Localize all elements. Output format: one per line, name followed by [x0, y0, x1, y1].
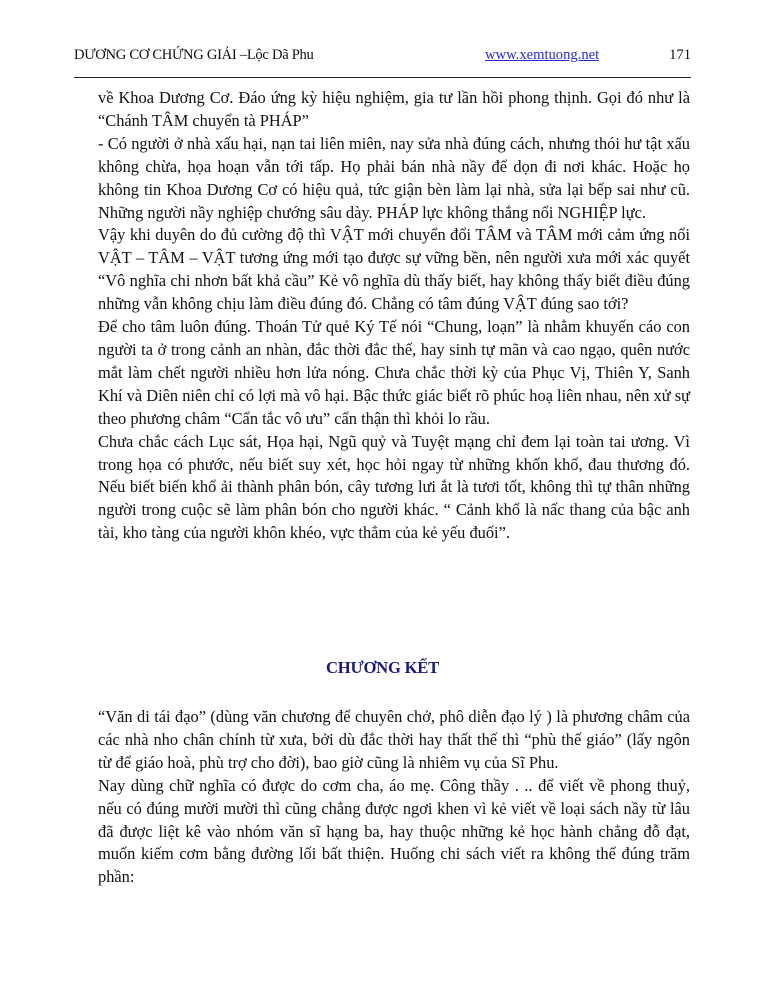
paragraph: Nay dùng chữ nghĩa có được do cơm cha, áo mẹ. Công thầy . .. để viết về phong thuỷ, nếu có đúng mười mười thì cũng chẳng được ngơi khen vì kẻ viết về loại sách nầy từ lâu đã được liệt kê vào nhóm văn sĩ hạng ba, hay thuộc những kẻ học hành chẳng đỗ đạt, muốn kiếm cơm bằng đường lối bất thiện. Huống chi sách viết ra không thể đúng trăm phần:: [98, 775, 690, 887]
paragraph: Chưa chắc cách Lục sát, Họa hại, Ngũ quỷ và Tuyệt mạng chỉ đem lại toàn tai ương. Vì trong họa có phước, nếu biết suy xét, học hỏi ngay từ những khốn khổ, đau thương đó. Nếu biết biến khổ ải thành phân bón, cây tương lưi ắt là tươi tốt, không thì tự thân những người trong cuộc sẽ làm phân bón cho người khác. “ Cảnh khổ là nấc thang của bậc anh tài, kho tàng của người khôn khéo, vực thẳm của kẻ yếu đuối”.: [98, 431, 690, 543]
paragraph: “Văn di tái đạo” (dùng văn chương để chuyên chở, phô diễn đạo lý ) là phương châm của các nhà nho chân chính từ xưa, bởi dù đắc thời hay thất thế thì “phù thế giáo” (lấy ngôn từ để giáo hoà, phù trợ cho đời), bao giờ cũng là nhiêm vụ của Sĩ Phu.: [98, 707, 690, 772]
section-body-1: [98, 87, 690, 545]
paragraph: Để cho tâm luôn đúng. Thoán Tử quẻ Ký Tế nói “Chung, loạn” là nhằm khuyến cáo con người ta ở trong cảnh an nhàn, đắc thời đắc thế, hay sinh tự mãn và cao ngạo, quên nước mắt làm chết người nhiều hơn lửa nóng. Chưa chắc thời kỳ của Phục Vị, Thiên Y, Sanh Khí và Diên niên chỉ có lợi mà vô hại. Bậc thức giác biết rõ phúc hoạ liên nhau, nên xử sự theo phương châm “Cẩn tắc vô ưu” cẩn thận thì khỏi lo rầu.: [98, 317, 690, 428]
paragraph: - Có người ở nhà xấu hại, nạn tai liên miên, nay sửa nhà đúng cách, nhưng thói hư tật xấu không chừa, họa hoạn vẫn tới tấp. Họ phải bán nhà nầy để dọn đi nơi khác. Hoặc họ không tin Khoa Dương Cơ có hiệu quả, tức giận bèn làm lại nhà, sửa lại bếp sai như cũ. Những người nầy nghiệp chướng sâu dày. PHÁP lực không thắng nổi NGHIỆP lực.: [98, 133, 690, 222]
section-body-2: [98, 706, 690, 889]
paragraph: Vậy khi duyên do đủ cường độ thì VẬT mới chuyển đổi TÂM và TÂM mới cảm ứng nổi VẬT – TÂM – VẬT tương ứng mới tạo được sự vững bền, nên người xưa mới xác quyết “Vô nghĩa chi nhơn bất khả cầu” Kẻ vô nghĩa dù thấy biết, hay không thấy biết điều đúng những vẫn không chịu làm điều đúng đó. Chẳng có tâm đúng VẬT đúng sao tới?: [98, 225, 690, 314]
page-header: [74, 47, 694, 69]
chapter-heading: CHƯƠNG KẾT: [325, 658, 440, 677]
paragraph: về Khoa Dương Cơ. Đáo ứng kỳ hiệu nghiệm, gia tư lần hồi phong thịnh. Gọi đó như là “Chánh TÂM chuyển tà PHÁP”: [98, 88, 690, 130]
page-number: 171: [669, 47, 691, 63]
header-rule: [74, 77, 691, 78]
book-title: DƯƠNG CƠ CHỨNG GIẢI –Lộc Dã Phu: [74, 47, 314, 63]
website-link[interactable]: www.xemtuong.net: [485, 47, 600, 63]
